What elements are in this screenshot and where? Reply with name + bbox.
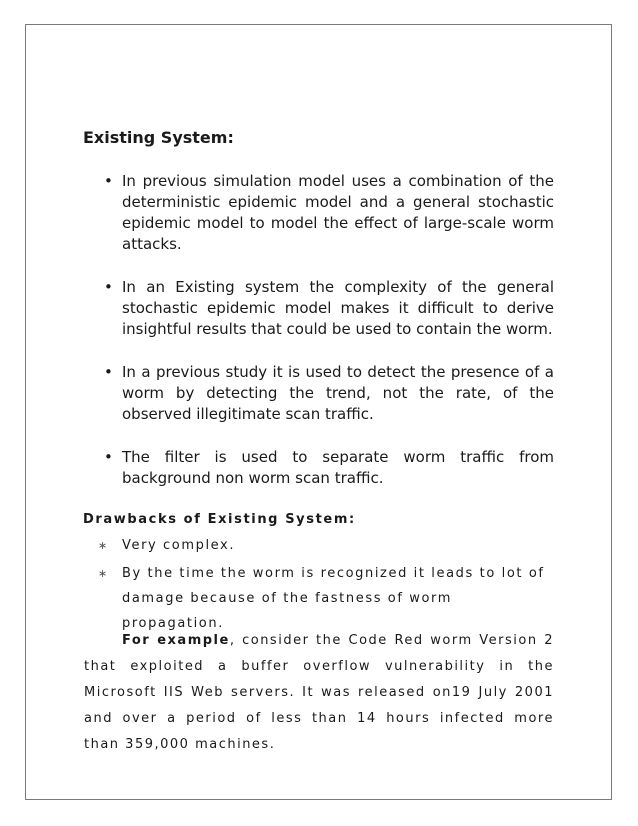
- example-lead: For example: [122, 633, 230, 648]
- list-item: [104, 171, 554, 255]
- asterisk-icon: ∗: [98, 539, 109, 552]
- bullet-icon: •: [104, 363, 113, 381]
- drawbacks-list: [98, 533, 558, 636]
- existing-system-list: [104, 171, 554, 511]
- list-item-text: In a previous study it is used to detect the presence of a worm by detecting the trend, not the rate, of the observed illegitimate scan traffic.: [122, 363, 554, 423]
- list-item-text: Very complex.: [122, 538, 236, 553]
- list-item-text: In an Existing system the complexity of the general stochastic epidemic model makes it difficult to derive insightful results that could be used to contain the worm.: [122, 278, 554, 338]
- list-item: [98, 561, 558, 636]
- list-item-text: By the time the worm is recognized it leads to lot of damage because of the fastness of worm propagation.: [122, 566, 545, 631]
- bullet-icon: •: [104, 172, 113, 190]
- existing-system-heading: Existing System:: [83, 128, 234, 147]
- bullet-icon: •: [104, 448, 113, 466]
- list-item: [104, 447, 554, 489]
- example-text: , consider the Code Red worm Version 2 that exploited a buffer overflow vulnerability in the Microsoft IIS Web servers. It was released on19 July 2001 and over a period of less than 14 hours infected more than 359,000 machines.: [84, 633, 554, 752]
- list-item: [104, 277, 554, 340]
- list-item-text: The filter is used to separate worm traffic from background non worm scan traffic.: [122, 448, 554, 487]
- list-item: [104, 362, 554, 425]
- list-item-text: In previous simulation model uses a combination of the deterministic epidemic model and a general stochastic epidemic model to model the effect of large-scale worm attacks.: [122, 172, 554, 253]
- example-paragraph: [84, 628, 554, 758]
- bullet-icon: •: [104, 278, 113, 296]
- drawbacks-heading: Drawbacks of Existing System:: [83, 512, 356, 527]
- list-item: [98, 533, 558, 558]
- asterisk-icon: ∗: [98, 567, 109, 580]
